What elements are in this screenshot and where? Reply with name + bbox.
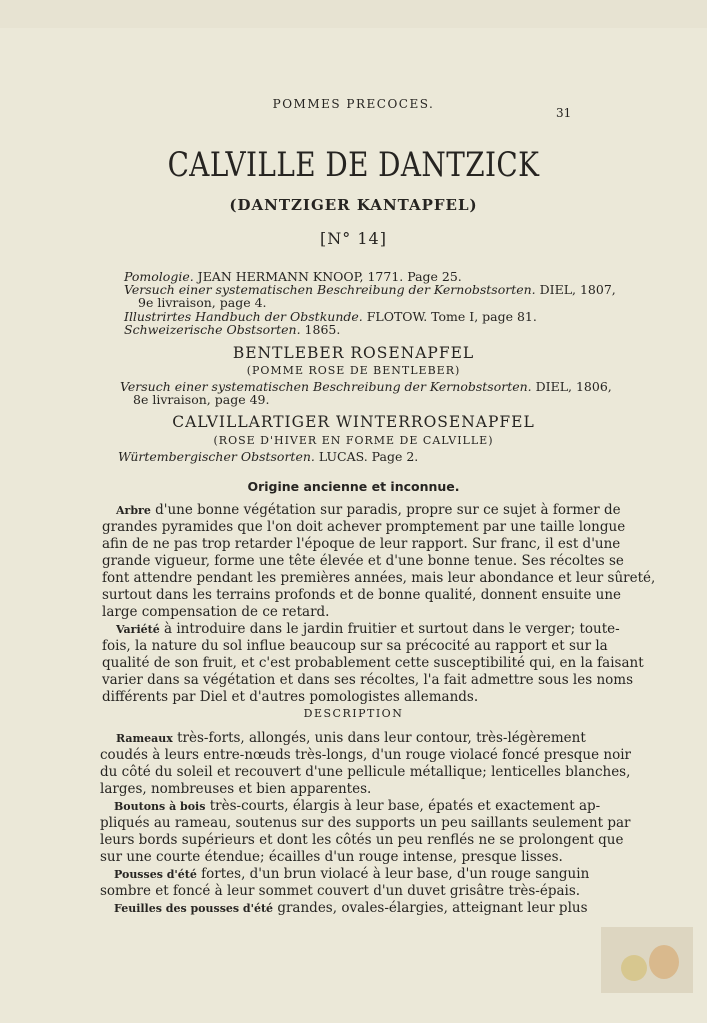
reference-line: 9e livraison, page 4.: [138, 295, 267, 310]
variety-title: CALVILLE DE DANTZICK: [167, 145, 540, 185]
text-line: grandes pyramides que l'on doit achever promptement par une taille longue: [102, 519, 626, 535]
text-line: Variété à introduire dans le jardin fruitier et surtout dans le verger; toute-: [116, 621, 620, 637]
running-head: POMMES PRECOCES.: [272, 97, 435, 111]
variety-subtitle: (DANTZIGER KANTAPFEL): [229, 196, 478, 214]
description-heading: DESCRIPTION: [303, 707, 404, 720]
text-line: Feuilles des pousses d'été grandes, ovales-élargies, atteignant leur plus: [114, 900, 588, 916]
text-line: du côté du soleil et recouvert d'une pellicule métallique; lenticelles blanches,: [100, 764, 631, 780]
variety-number: [N° 14]: [320, 229, 387, 248]
synonym-name: BENTLEBER ROSENAPFEL: [232, 344, 475, 362]
fruit-shape: [621, 955, 647, 981]
text-line: grande vigueur, forme une tête élevée et d'une bonne tenue. Ses récoltes se: [102, 553, 624, 569]
text-line: sombre et foncé à leur sommet couvert d'un duvet grisâtre très-épais.: [100, 883, 581, 899]
text-line: Pousses d'été fortes, d'un brun violacé à leur base, d'un rouge sanguin: [114, 866, 590, 882]
synonym-translation: (POMME ROSE DE BENTLEBER): [246, 364, 461, 377]
synonym-name: CALVILLARTIGER WINTERROSENAPFEL: [172, 413, 535, 431]
text-line: font attendre pendant les premières années, mais leur abondance et leur sûreté,: [102, 570, 656, 586]
text-line: larges, nombreuses et bien apparentes.: [100, 781, 372, 797]
reference-line: Schweizerische Obstsorten. 1865.: [124, 322, 341, 337]
text-line: large compensation de ce retard.: [102, 604, 330, 620]
reference-line: Illustrirtes Handbuch der Obstkunde. FLOTOW. Tome I, page 81.: [124, 309, 537, 324]
text-line: différents par Diel et d'autres pomologistes allemands.: [102, 689, 479, 705]
text-line: pliqués au rameau, soutenus sur des supports un peu saillants seulement par: [100, 815, 631, 831]
text-line: qualité de son fruit, et c'est probablement cette susceptibilité qui, en la faisant: [102, 655, 644, 671]
text-line: fois, la nature du sol influe beaucoup sur sa précocité au rapport et sur la: [102, 638, 608, 654]
origin-heading: Origine ancienne et inconnue.: [247, 479, 460, 494]
text-line: Arbre d'une bonne végétation sur paradis, propre sur ce sujet à former de: [116, 502, 621, 518]
reference-line: Versuch einer systematischen Beschreibung der Kernobstsorten. DIEL, 1807,: [124, 282, 616, 297]
text-line: Rameaux très-forts, allongés, unis dans leur contour, très-légèrement: [116, 730, 586, 746]
reference-line: Versuch einer systematischen Beschreibung der Kernobstsorten. DIEL, 1806,: [120, 379, 612, 394]
reference-line: Pomologie. JEAN HERMANN KNOOP, 1771. Page 25.: [124, 269, 462, 284]
text-line: afin de ne pas trop retarder l'époque de leur rapport. Sur franc, il est d'une: [102, 536, 621, 552]
text-line: varier dans sa végétation et dans ses récoltes, l'a fait admettre sous les noms: [102, 672, 634, 688]
synonym-translation: (ROSE D'HIVER EN FORME DE CALVILLE): [213, 434, 494, 447]
text-line: surtout dans les terrains profonds et de bonne qualité, donnent ensuite une: [102, 587, 622, 603]
watermark-thumbnail: [601, 927, 693, 993]
reference-line: Würtembergischer Obstsorten. LUCAS. Page 2.: [118, 449, 419, 464]
page-number: 31: [556, 106, 572, 120]
text-line: sur une courte étendue; écailles d'un rouge intense, presque lisses.: [100, 849, 563, 865]
text-line: Boutons à bois très-courts, élargis à leur base, épatés et exactement ap-: [114, 798, 601, 814]
reference-line: 8e livraison, page 49.: [133, 392, 270, 407]
text-line: coudés à leurs entre-nœuds très-longs, d'un rouge violacé foncé presque noir: [100, 747, 632, 763]
text-line: leurs bords supérieurs et dont les côtés un peu renflés ne se prolongent que: [100, 832, 624, 848]
fruit-shape: [649, 945, 679, 979]
